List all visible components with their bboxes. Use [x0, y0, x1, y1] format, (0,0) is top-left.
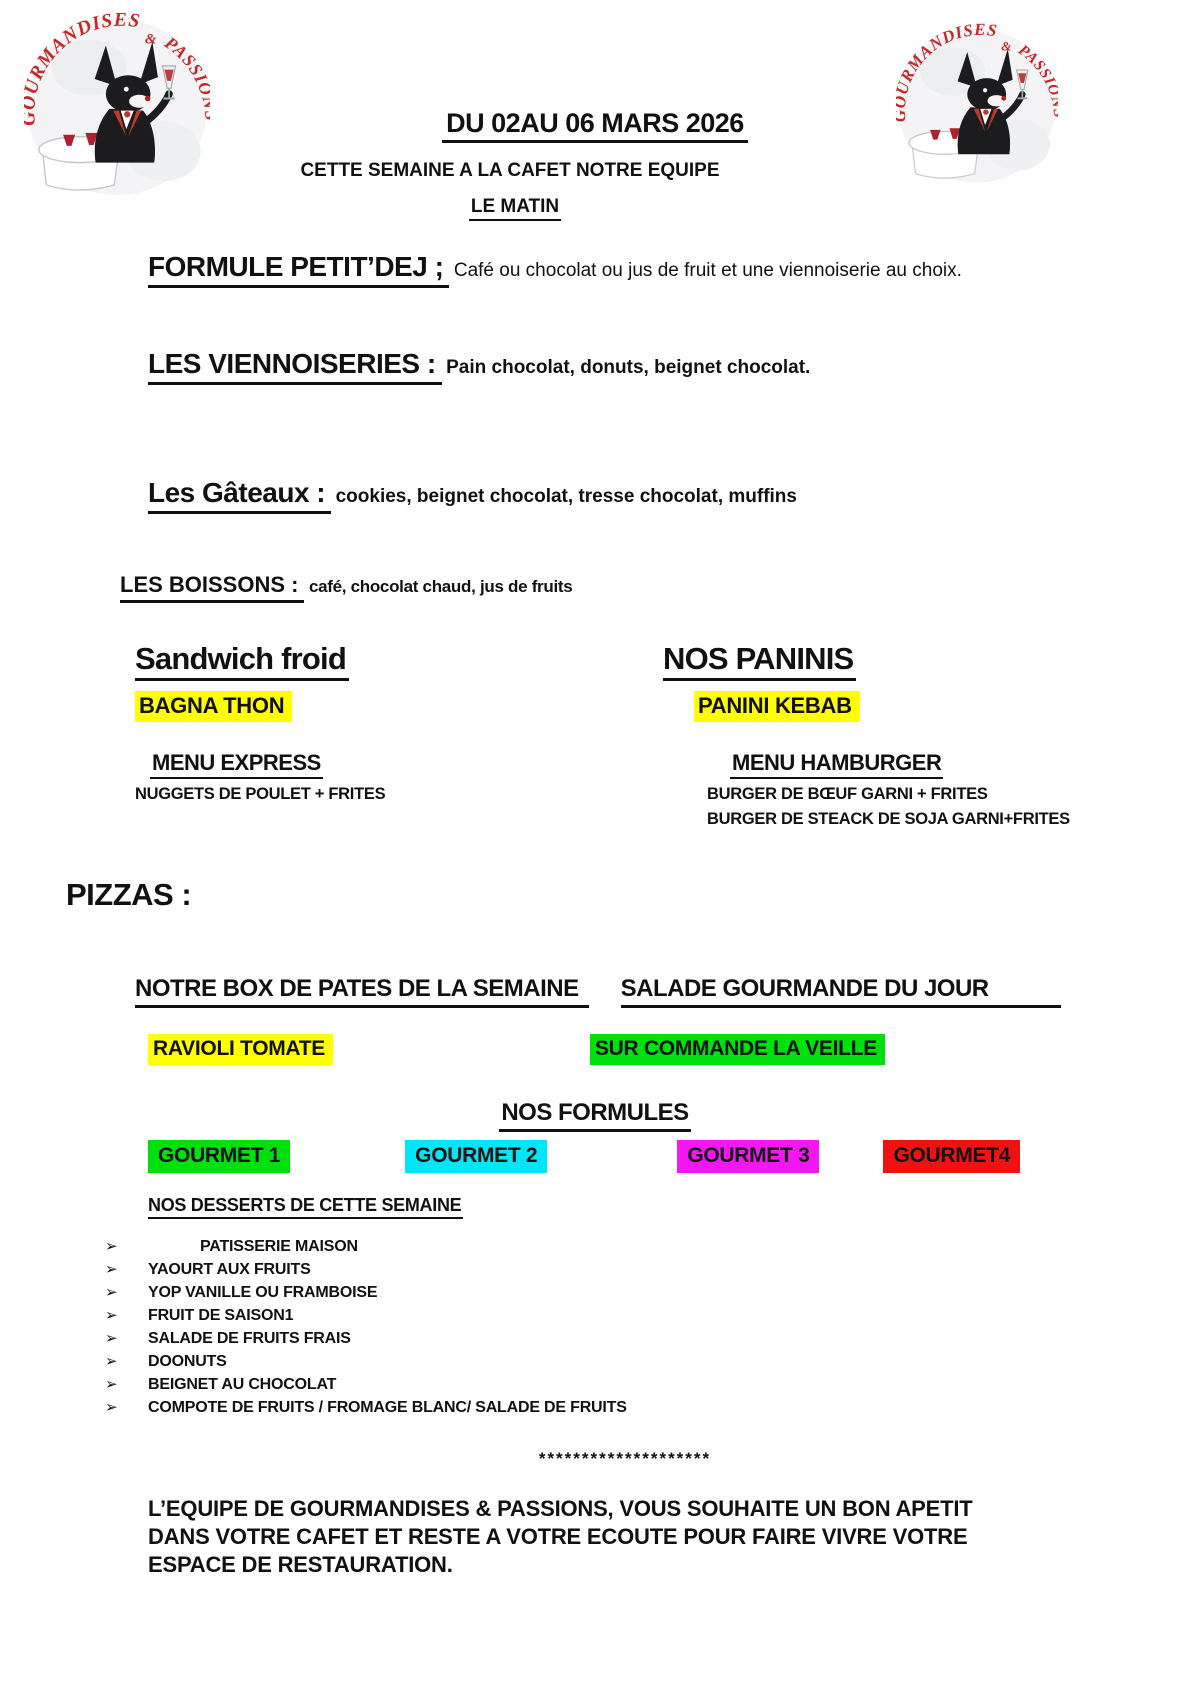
- gourmet-4-badge: GOURMET4: [883, 1140, 1020, 1173]
- menu-hamburger-item-2: BURGER DE STEACK DE SOJA GARNI+FRITES: [707, 810, 1070, 828]
- arrow-bullet-icon: ➢: [105, 1284, 118, 1301]
- closing-message: L’EQUIPE DE GOURMANDISES & PASSIONS, VOUS SOUHAITE UN BON APETIT DANS VOTRE CAFET ET RESTE A VOTRE ECOUTE POUR FAIRE VIVRE VOTRE ESPACE DE RESTAURATION.: [148, 1496, 973, 1577]
- dessert-item: ➢ COMPOTE DE FRUITS / FROMAGE BLANC/ SALADE DE FRUITS: [105, 1396, 1190, 1419]
- arrow-bullet-icon: ➢: [105, 1376, 118, 1393]
- arrow-bullet-icon: ➢: [105, 1330, 118, 1347]
- gourmet-1-badge: GOURMET 1: [148, 1140, 290, 1173]
- gateaux-desc: cookies, beignet chocolat, tresse chocolat, muffins: [335, 486, 797, 507]
- formule-petit-dej-label: FORMULE PETIT’DEJ ;: [148, 251, 449, 288]
- pates-salade-highlights: [0, 1034, 1190, 1065]
- menu-express-header: MENU EXPRESS: [150, 750, 323, 779]
- boissons-label: LES BOISSONS :: [120, 572, 304, 603]
- viennoiseries-desc: Pain chocolat, donuts, beignet chocolat.: [446, 357, 811, 378]
- gateaux-label: Les Gâteaux :: [148, 477, 331, 514]
- desserts-header: NOS DESSERTS DE CETTE SEMAINE: [148, 1195, 463, 1219]
- brand-logo-right: [896, 18, 1058, 190]
- brand-logo-left: [24, 12, 210, 198]
- salade-commande-highlight: SUR COMMANDE LA VEILLE: [590, 1034, 885, 1065]
- dessert-item: ➢ YOP VANILLE OU FRAMBOISE: [105, 1281, 1190, 1304]
- asterisk-separator: ********************: [538, 1449, 712, 1468]
- arrow-bullet-icon: ➢: [105, 1261, 118, 1278]
- morning-header: LE MATIN: [469, 196, 561, 221]
- menu-express-item: NUGGETS DE POULET + FRITES: [135, 785, 386, 803]
- arrow-bullet-icon: ➢: [105, 1399, 118, 1416]
- panini-column: [663, 641, 1190, 829]
- viennoiseries-label: LES VIENNOISERIES :: [148, 348, 442, 385]
- dessert-item: ➢ PATISSERIE MAISON: [105, 1235, 1190, 1258]
- week-subtitle: CETTE SEMAINE A LA CAFET NOTRE EQUIPE: [300, 160, 720, 181]
- gourmet-3-badge: GOURMET 3: [677, 1140, 819, 1173]
- ravioli-highlight: RAVIOLI TOMATE: [148, 1034, 333, 1065]
- dessert-item: ➢ YAOURT AUX FRUITS: [105, 1258, 1190, 1281]
- arrow-bullet-icon: ➢: [105, 1307, 118, 1324]
- viennoiseries-line: [148, 348, 1190, 385]
- date-range-title: DU 02AU 06 MARS 2026: [442, 108, 748, 143]
- arrow-bullet-icon: ➢: [105, 1238, 118, 1255]
- dessert-list: [105, 1235, 1190, 1419]
- menu-hamburger-item-1: BURGER DE BŒUF GARNI + FRITES: [707, 785, 988, 803]
- panini-highlight: PANINI KEBAB: [694, 691, 860, 722]
- sandwich-header: Sandwich froid: [135, 641, 349, 681]
- sandwich-column: [135, 641, 663, 829]
- gourmet-2-badge: GOURMET 2: [405, 1140, 547, 1173]
- salade-header: SALADE GOURMANDE DU JOUR: [621, 975, 1061, 1008]
- formule-petit-dej-line: [148, 251, 1190, 288]
- boissons-line: [120, 572, 1190, 603]
- arrow-bullet-icon: ➢: [105, 1353, 118, 1370]
- gourmet-badges-row: [0, 1140, 1190, 1173]
- paninis-header: NOS PANINIS: [663, 641, 856, 681]
- pates-salade-headers: [0, 975, 1190, 1008]
- sandwich-panini-columns: [0, 641, 1190, 829]
- dessert-item: ➢ SALADE DE FRUITS FRAIS: [105, 1327, 1190, 1350]
- menu-hamburger-header: MENU HAMBURGER: [730, 750, 943, 779]
- pizzas-header: PIZZAS :: [66, 877, 192, 912]
- sandwich-highlight: BAGNA THON: [135, 691, 292, 722]
- dessert-item: ➢ DOONUTS: [105, 1350, 1190, 1373]
- pates-box-header: NOTRE BOX DE PATES DE LA SEMAINE: [135, 975, 589, 1008]
- gateaux-line: [148, 477, 1190, 514]
- formules-header: NOS FORMULES: [499, 1099, 690, 1132]
- formule-petit-dej-desc: Café ou chocolat ou jus de fruit et une viennoiserie au choix.: [453, 260, 962, 281]
- dessert-item: ➢ BEIGNET AU CHOCOLAT: [105, 1373, 1190, 1396]
- boissons-desc: café, chocolat chaud, jus de fruits: [308, 577, 573, 596]
- dessert-item: ➢ FRUIT DE SAISON1: [105, 1304, 1190, 1327]
